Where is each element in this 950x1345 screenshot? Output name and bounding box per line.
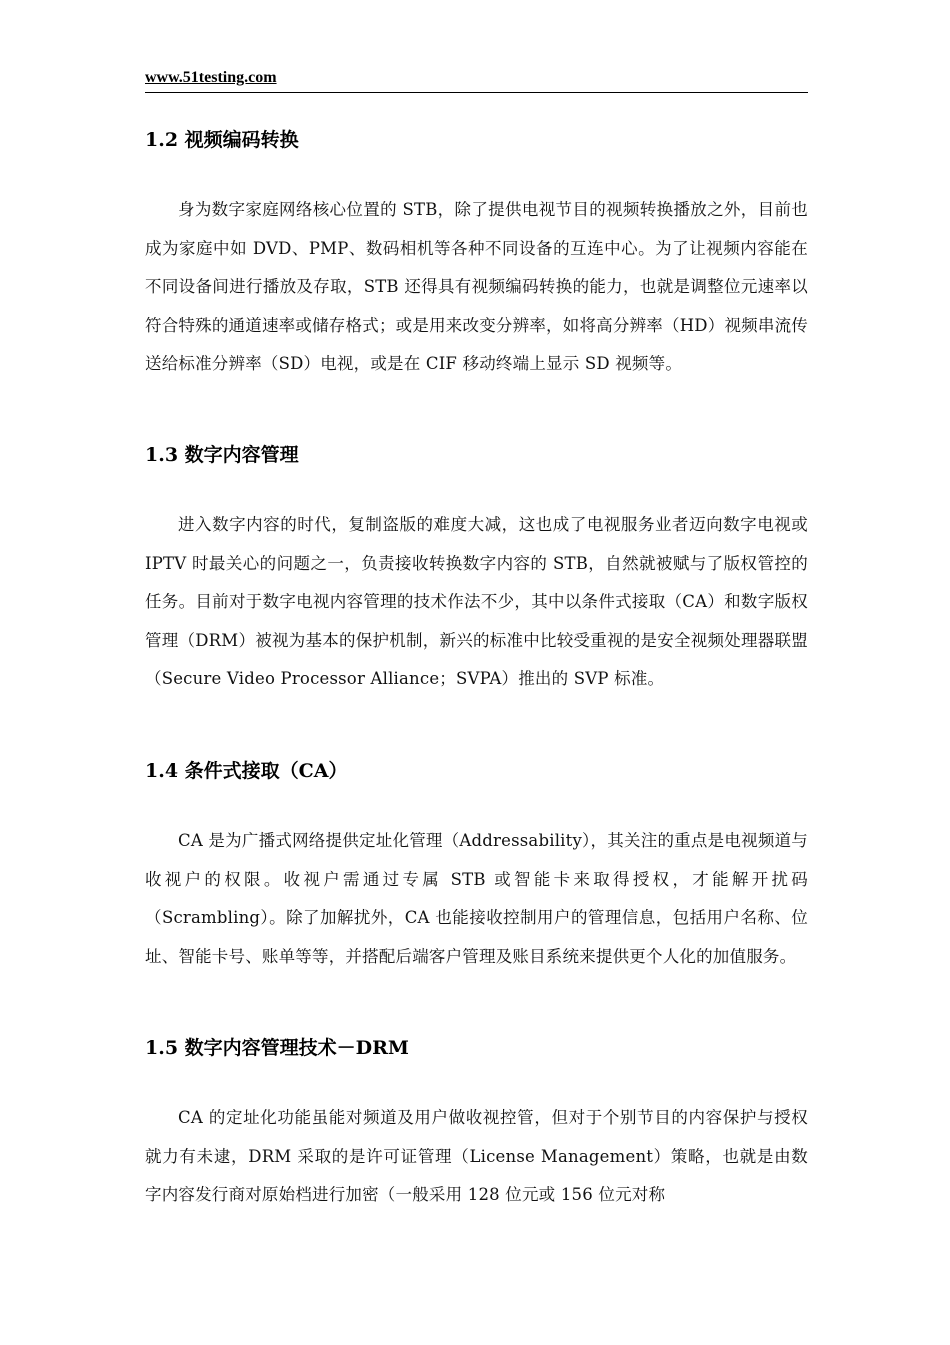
section-paragraph: CA 是为广播式网络提供定址化管理（Addressability），其关注的重点是电视频道与收视户的权限。收视户需通过专属 STB 或智能卡来取得授权，才能解开扰码（Scrambling）。除了加解扰外，CA 也能接收控制用户的管理信息，包括用户名称、位址、智能卡号、账单等等，并搭配后端客户管理及账目系统来提供更个人化的加值服务。 [145, 831, 808, 966]
section-heading: 1.2 视频编码转换 [145, 129, 299, 151]
section-digital-content-management [145, 443, 808, 699]
section-paragraph: 进入数字内容的时代，复制盗版的难度大减，这也成了电视服务业者迈向数字电视或 IPTV 时最关心的问题之一，负责接收转换数字内容的 STB，自然就被赋与了版权管控的任务。目前对于数字电视内容管理的技术作法不少，其中以条件式接取（CA）和数字版权管理（DRM）被视为基本的保护机制，新兴的标准中比较受重视的是安全视频处理器联盟（Secure Video Processor Alliance；SVPA）推出的 SVP 标准。 [145, 515, 808, 688]
site-link[interactable]: www.51testing.com [145, 69, 277, 86]
page-header [145, 68, 808, 93]
section-heading: 1.4 条件式接取（CA） [145, 760, 348, 782]
section-paragraph: 身为数字家庭网络核心位置的 STB，除了提供电视节目的视频转换播放之外，目前也成为家庭中如 DVD、PMP、数码相机等各种不同设备的互连中心。为了让视频内容能在不同设备间进行播放及存取，STB 还得具有视频编码转换的能力，也就是调整位元速率以符合特殊的通道速率或储存格式；或是用来改变分辨率，如将高分辨率（HD）视频串流传送给标准分辨率（SD）电视，或是在 CIF 移动终端上显示 SD 视频等。 [145, 200, 808, 373]
section-video-transcoding [145, 128, 808, 384]
section-heading: 1.5 数字内容管理技术－DRM [145, 1037, 409, 1059]
section-drm [145, 1036, 808, 1215]
section-paragraph: CA 的定址化功能虽能对频道及用户做收视控管，但对于个别节目的内容保护与授权就力有未逮，DRM 采取的是许可证管理（License Management）策略，也就是由数字内容发行商对原始档进行加密（一般采用 128 位元或 156 位元对称 [145, 1108, 808, 1204]
section-conditional-access [145, 759, 808, 976]
section-heading: 1.3 数字内容管理 [145, 444, 299, 466]
